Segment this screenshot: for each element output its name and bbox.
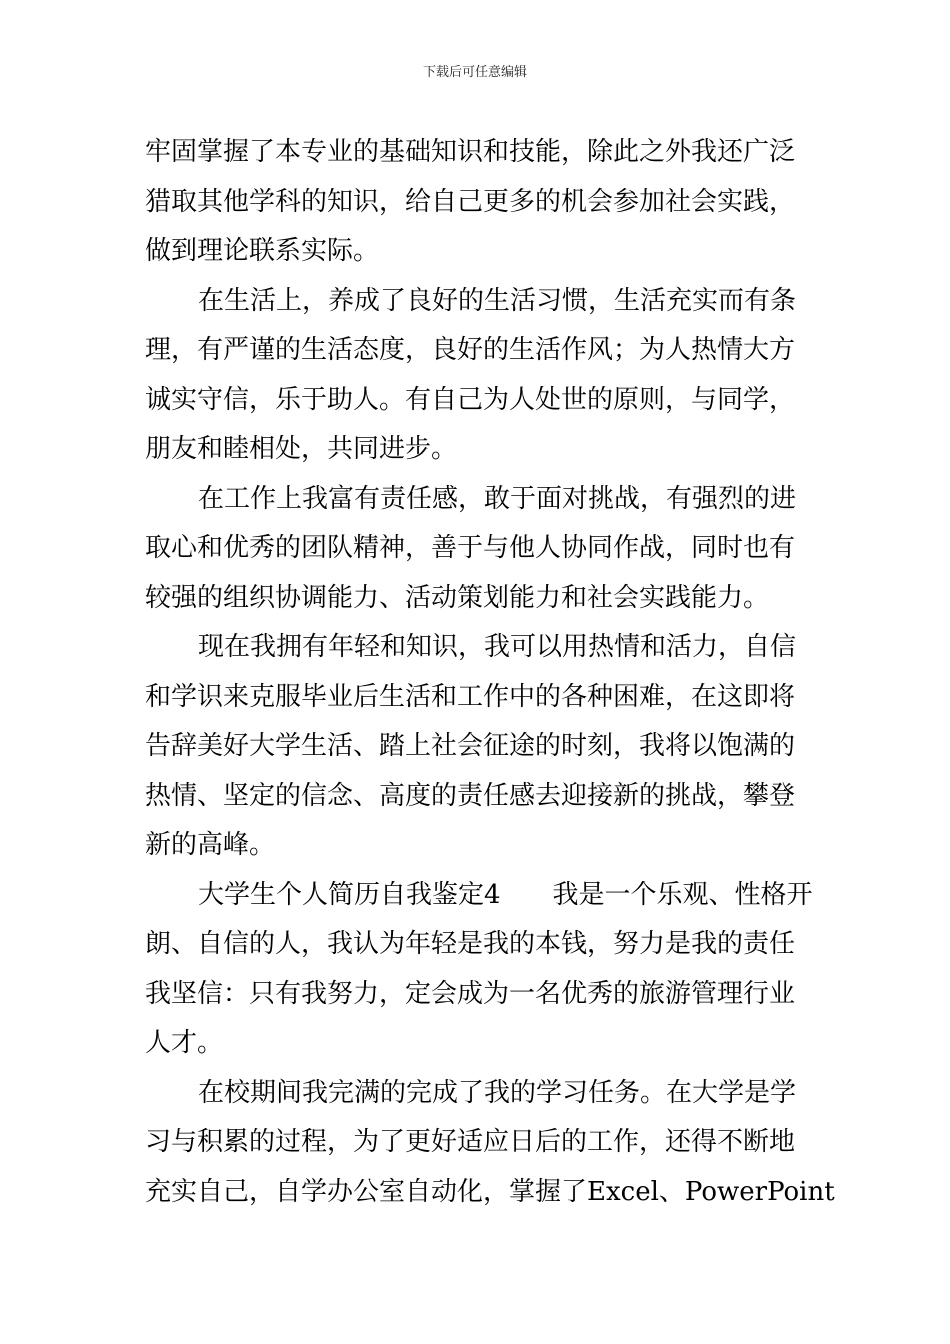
- text-line: 牢固掌握了本专业的基础知识和技能，除此之外我还广泛: [145, 137, 796, 167]
- text-line: 朋友和睦相处，共同进步。: [145, 434, 458, 464]
- text-line: 取心和优秀的团队精神，善于与他人协同作战，同时也有: [145, 533, 796, 563]
- paragraph-start-line: 现在我拥有年轻和知识，我可以用热情和活力，自信: [198, 632, 797, 662]
- paragraph-start-line: 在工作上我富有责任感，敢于面对挑战，有强烈的进: [198, 483, 797, 514]
- page-header: 下载后可任意编辑: [422, 65, 527, 80]
- document-body: [145, 128, 835, 1217]
- text-line: 充实自己，自学办公室自动化，掌握了Excel、PowerPoint: [145, 1176, 835, 1207]
- text-line: 人才。: [145, 1028, 224, 1058]
- text-line: 做到理论联系实际。: [145, 236, 380, 266]
- text-segment: 我是一个乐观、性格开: [552, 879, 813, 910]
- text-line: 告辞美好大学生活、踏上社会征途的时刻，我将以饱满的: [145, 731, 796, 761]
- paragraph-start-line: 在生活上，养成了良好的生活习惯，生活充实而有条: [198, 285, 797, 316]
- text-line: 和学识来克服毕业后生活和工作中的各种困难，在这即将: [145, 681, 796, 712]
- section-heading-line: [145, 871, 815, 921]
- text-line: 猎取其他学科的知识，给自己更多的机会参加社会实践，: [145, 186, 796, 217]
- text-line: 习与积累的过程，为了更好适应日后的工作，还得不断地: [145, 1127, 796, 1157]
- text-line: 诚实守信，乐于助人。有自己为人处世的原则，与同学，: [145, 384, 796, 415]
- text-line: 热情、坚定的信念、高度的责任感去迎接新的挑战，攀登: [145, 780, 796, 811]
- text-line: 新的高峰。: [145, 830, 276, 860]
- text-line: 理，有严谨的生活态度，良好的生活作风；为人热情大方: [145, 335, 796, 365]
- text-line: 朗、自信的人，我认为年轻是我的本钱，努力是我的责任: [145, 929, 796, 959]
- text-line: 我坚信：只有我努力，定会成为一名优秀的旅游管理行业: [145, 978, 796, 1009]
- section-heading: 大学生个人简历自我鉴定4: [198, 879, 501, 910]
- text-line: 较强的组织协调能力、活动策划能力和社会实践能力。: [145, 582, 770, 613]
- paragraph-start-line: 在校期间我完满的完成了我的学习任务。在大学是学: [198, 1077, 797, 1108]
